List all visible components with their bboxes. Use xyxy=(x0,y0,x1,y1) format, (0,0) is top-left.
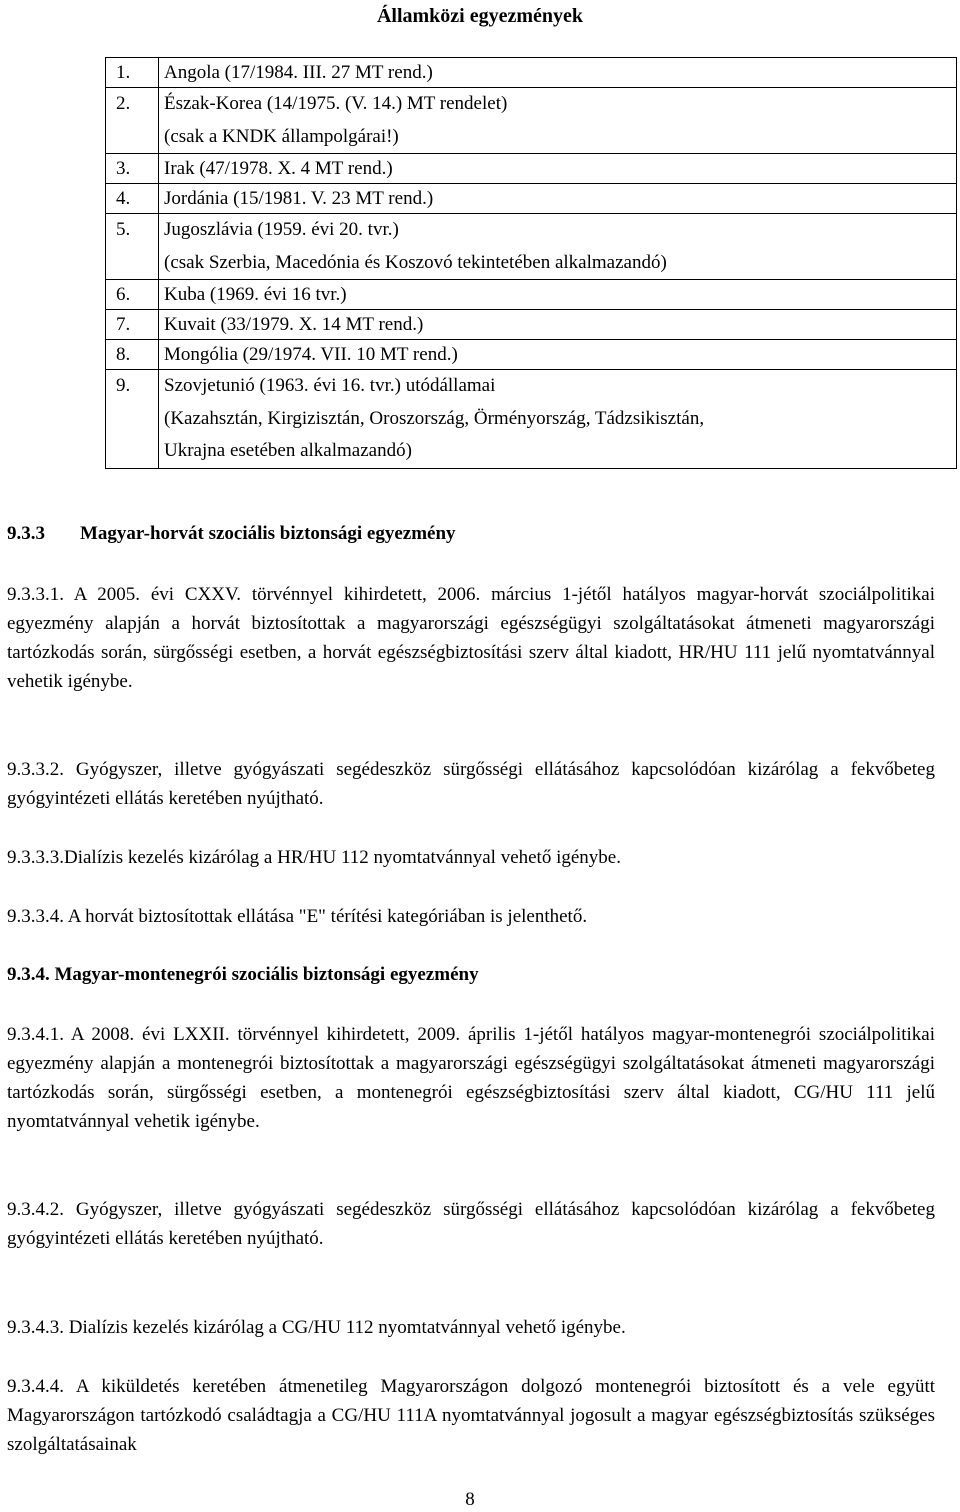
treaty-line: Jugoszlávia (1959. évi 20. tvr.) xyxy=(164,219,399,240)
treaty-line: (csak Szerbia, Macedónia és Koszovó tekintetében alkalmazandó) xyxy=(164,251,667,273)
croatia-paragraph-3: 9.3.3.3.Dialízis kezelés kizárólag a HR/HU 112 nyomtatvánnyal vehető igénybe. xyxy=(7,847,621,868)
treaty-line: Ukrajna esetében alkalmazandó) xyxy=(164,440,412,461)
treaty-row xyxy=(106,310,957,340)
treaty-number: 8. xyxy=(106,340,159,370)
treaty-line: Észak-Korea (14/1975. (V. 14.) MT rendelet) xyxy=(164,93,508,114)
treaty-row xyxy=(106,340,957,370)
treaty-number: 3. xyxy=(106,154,159,184)
montenegro-heading: 9.3.4. Magyar-montenegrói szociális biztonsági egyezmény xyxy=(7,964,479,985)
croatia-heading-text: Magyar-horvát szociális biztonsági egyezmény xyxy=(80,523,456,544)
croatia-paragraph-2: 9.3.3.2. Gyógyszer, illetve gyógyászati segédeszköz sürgősségi ellátásához kapcsolódóan kizárólag a fekvőbeteg gyógyintézeti ellátás keretében nyújtható. xyxy=(7,759,935,809)
treaty-number: 7. xyxy=(106,310,159,340)
treaty-number: 2. xyxy=(106,88,159,154)
treaty-line: Angola (17/1984. III. 27 MT rend.) xyxy=(164,62,433,83)
croatia-paragraph-1: 9.3.3.1. A 2005. évi CXXV. törvénnyel kihirdetett, 2006. március 1-jétől hatályos magyar-horvát szociálpolitikai egyezmény alapján a horvát biztosítottak a magyarországi egészségügyi szolgáltatásokat átmeneti magyarországi tartózkodás során, sürgősségi esetben, a horvát egészségbiztosítási szerv által kiadott, HR/HU 111 jelű nyomtatvánnyal vehetik igénybe. xyxy=(7,584,935,692)
montenegro-paragraph-2: 9.3.4.2. Gyógyszer, illetve gyógyászati segédeszköz sürgősségi ellátásához kapcsolódóan kizárólag a fekvőbeteg gyógyintézeti ellátás keretében nyújtható. xyxy=(7,1199,935,1249)
treaty-line: Mongólia (29/1974. VII. 10 MT rend.) xyxy=(164,344,458,365)
treaty-number: 4. xyxy=(106,184,159,214)
treaty-number: 9. xyxy=(106,370,159,469)
treaty-line: Kuba (1969. évi 16 tvr.) xyxy=(164,284,347,305)
treaty-row xyxy=(106,184,957,214)
treaty-row xyxy=(106,154,957,184)
treaty-row xyxy=(106,370,957,469)
treaty-country xyxy=(159,280,957,310)
treaty-line: Szovjetunió (1963. évi 16. tvr.) utódállamai xyxy=(164,375,496,396)
croatia-paragraph-4: 9.3.3.4. A horvát biztosítottak ellátása "E" térítési kategóriában is jelenthető. xyxy=(7,906,588,927)
montenegro-paragraph-4: 9.3.4.4. A kiküldetés keretében átmenetileg Magyarországon dolgozó montenegrói biztosított és a vele együtt Magyarországon tartózkodó családtagja a CG/HU 111A nyomtatvánnyal jogosult a magyar egészségbiztosítás szükséges szolgáltatásainak xyxy=(7,1376,935,1455)
treaty-number: 6. xyxy=(106,280,159,310)
treaty-number: 1. xyxy=(106,58,159,88)
croatia-heading xyxy=(7,519,935,548)
page-number: 8 xyxy=(465,1489,475,1510)
page-title: Államközi egyezmények xyxy=(376,5,584,27)
treaty-line: Kuvait (33/1979. X. 14 MT rend.) xyxy=(164,314,424,335)
treaty-country xyxy=(159,154,957,184)
treaty-row xyxy=(106,214,957,280)
montenegro-paragraph-1: 9.3.4.1. A 2008. évi LXXII. törvénnyel kihirdetett, 2009. április 1-jétől hatályos magyar-montenegrói szociálpolitikai egyezmény alapján a montenegrói biztosítottak a magyarországi egészségügyi szolgáltatásokat átmeneti magyarországi tartózkodás során, sürgősségi esetben, a montenegrói egészségbiztosítási szerv által kiadott, CG/HU 111 jelű nyomtatvánnyal vehetik igénybe. xyxy=(7,1024,935,1132)
treaty-row xyxy=(106,280,957,310)
treaty-row xyxy=(106,58,957,88)
croatia-heading-number: 9.3.3 xyxy=(7,523,45,544)
treaty-table xyxy=(105,57,957,469)
treaty-country xyxy=(159,340,957,370)
treaty-row xyxy=(106,88,957,154)
montenegro-paragraph-3: 9.3.4.3. Dialízis kezelés kizárólag a CG/HU 112 nyomtatvánnyal vehető igénybe. xyxy=(7,1317,626,1338)
treaty-country xyxy=(159,58,957,88)
treaty-country xyxy=(159,184,957,214)
treaty-country xyxy=(159,370,957,469)
treaty-line: Irak (47/1978. X. 4 MT rend.) xyxy=(164,158,393,179)
treaty-country xyxy=(159,310,957,340)
treaty-country xyxy=(159,214,957,280)
treaty-number: 5. xyxy=(106,214,159,280)
treaty-line: Jordánia (15/1981. V. 23 MT rend.) xyxy=(164,188,434,209)
treaty-line: (Kazahsztán, Kirgizisztán, Oroszország, Örményország, Tádzsikisztán, xyxy=(164,407,705,429)
treaty-country xyxy=(159,88,957,154)
treaty-line: (csak a KNDK állampolgárai!) xyxy=(164,125,399,147)
